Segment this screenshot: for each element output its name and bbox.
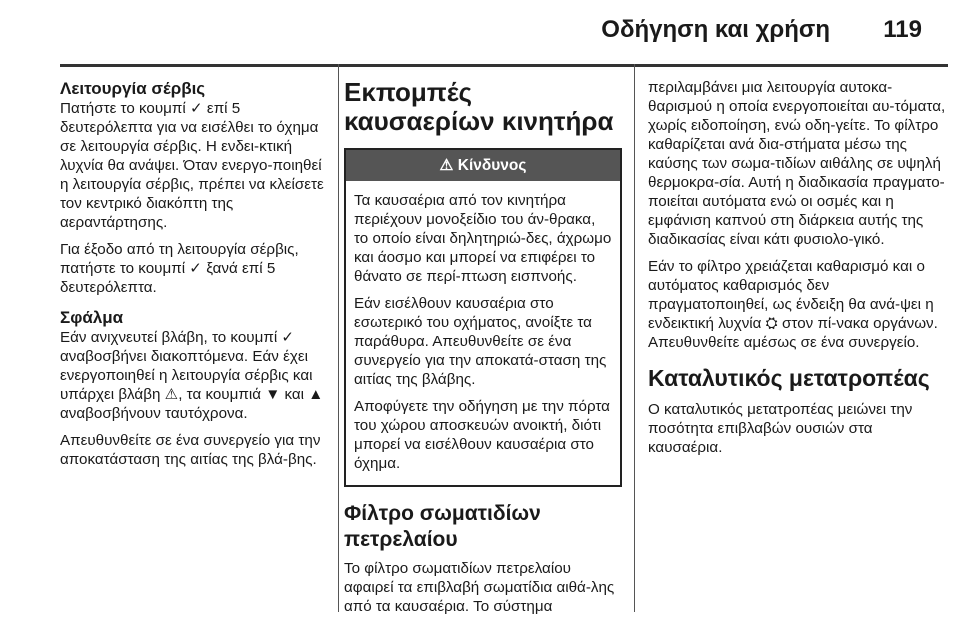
header-rule	[60, 64, 948, 67]
catalytic-converter-heading: Καταλυτικός μετατροπέας	[648, 365, 930, 391]
service-mode-paragraph: Πατήστε το κουμπί ✓ επί 5 δευτερόλεπτα για να εισέλθει το όχημα σε λειτουργία σέρβις. Η ενδει-κτική λυχνία θα ανάψει. Όταν ενεργο-ποιηθεί η λειτουργία σέρβις, πρέπει να κλείσετε τον κεντρικό διακόπτη της αεραντάρτησης.	[60, 100, 324, 231]
dpf-warning-paragraph: Εάν το φίλτρο χρειάζεται καθαρισμό και ο αυτόματος καθαρισμός δεν πραγματοποιηθεί, ως ένδειξη θα ανά-ψει η ενδεικτική λυχνία ⛭ στον πί-νακα οργάνων. Απευθυνθείτε αμέσως σε ένα συνεργείο.	[648, 258, 938, 351]
catalytic-converter-paragraph: Ο καταλυτικός μετατροπέας μειώνει την ποσότητα επιβλαβών ουσιών στα καυσαέρια.	[648, 401, 913, 456]
service-mode-heading: Λειτουργία σέρβις	[60, 79, 206, 98]
dpf-heading: Φίλτρο σωματιδίων πετρελαίου	[344, 502, 541, 551]
column-left	[60, 78, 332, 477]
danger-title: ⚠ Κίνδυνος	[346, 150, 620, 181]
column-right	[648, 78, 948, 465]
error-heading: Σφάλμα	[60, 308, 124, 327]
danger-body	[346, 181, 620, 485]
danger-box	[344, 148, 622, 487]
danger-paragraph: Αποφύγετε την οδήγηση με την πόρτα του χώρου αποσκευών ανοικτή, διότι μπορεί να εισέλθουν καυσαέρια στο όχημα.	[354, 398, 610, 472]
emissions-heading: Εκπομπές καυσαερίων κινητήρα	[344, 77, 614, 136]
header-title: Οδήγηση και χρήση	[601, 16, 830, 43]
error-workshop-paragraph: Απευθυνθείτε σε ένα συνεργείο για την αποκατάσταση της αιτίας της βλά-βης.	[60, 432, 321, 468]
column-divider	[338, 64, 339, 612]
service-mode-exit-paragraph: Για έξοδο από τη λειτουργία σέρβις, πατήστε το κουμπί ✓ ξανά επί 5 δευτερόλεπτα.	[60, 241, 299, 296]
column-divider	[634, 64, 635, 612]
column-middle	[344, 78, 622, 624]
error-paragraph: Εάν ανιχνευτεί βλάβη, το κουμπί ✓ αναβοσβήνει διακοπτόμενα. Εάν έχει ενεργοποιηθεί η λειτουργία σέρβις και υπάρχει βλάβη ⚠, τα κουμπιά ▼ και ▲ αναβοσβήνουν ταυτόχρονα.	[60, 329, 324, 422]
dpf-paragraph: Το φίλτρο σωματιδίων πετρελαίου αφαιρεί τα επιβλαβή σωματίδια αιθά-λης από τα καυσαέρια. Το σύστημα	[344, 560, 615, 615]
dpf-continued-paragraph: περιλαμβάνει μια λειτουργία αυτοκα-θαρισμού η οποία ενεργοποιείται αυ-τόματα, χωρίς ειδοποίηση, ενώ οδη-γείτε. Το φίλτρο καθαρίζεται ανά δια-στήματα μέσω της καύσης των σωμα-τιδίων αιθάλης σε υψηλή θερμοκρα-σία. Αυτή η διαδικασία πραγματο-ποιείται αυτόματα ενώ οι οσμές και η εμφάνιση καπνού στη διάρκεια αυτής της διαδικασίας είναι κάτι φυσιολο-γικό.	[648, 79, 946, 248]
danger-paragraph: Εάν εισέλθουν καυσαέρια στο εσωτερικό του οχήματος, ανοίξτε τα παράθυρα. Απευθυνθείτε σε ένα συνεργείο για την αποκατά-σταση της αιτίας της βλάβης.	[354, 295, 607, 388]
page-number: 119	[883, 16, 922, 43]
danger-paragraph: Τα καυσαέρια από τον κινητήρα περιέχουν μονοξείδιο του άν-θρακα, το οποίο είναι δηλητηριώ-δες, άχρωμο και άοσμο και μπορεί να επιφέρει το θάνατο σε περί-πτωση εισπνοής.	[354, 192, 612, 285]
